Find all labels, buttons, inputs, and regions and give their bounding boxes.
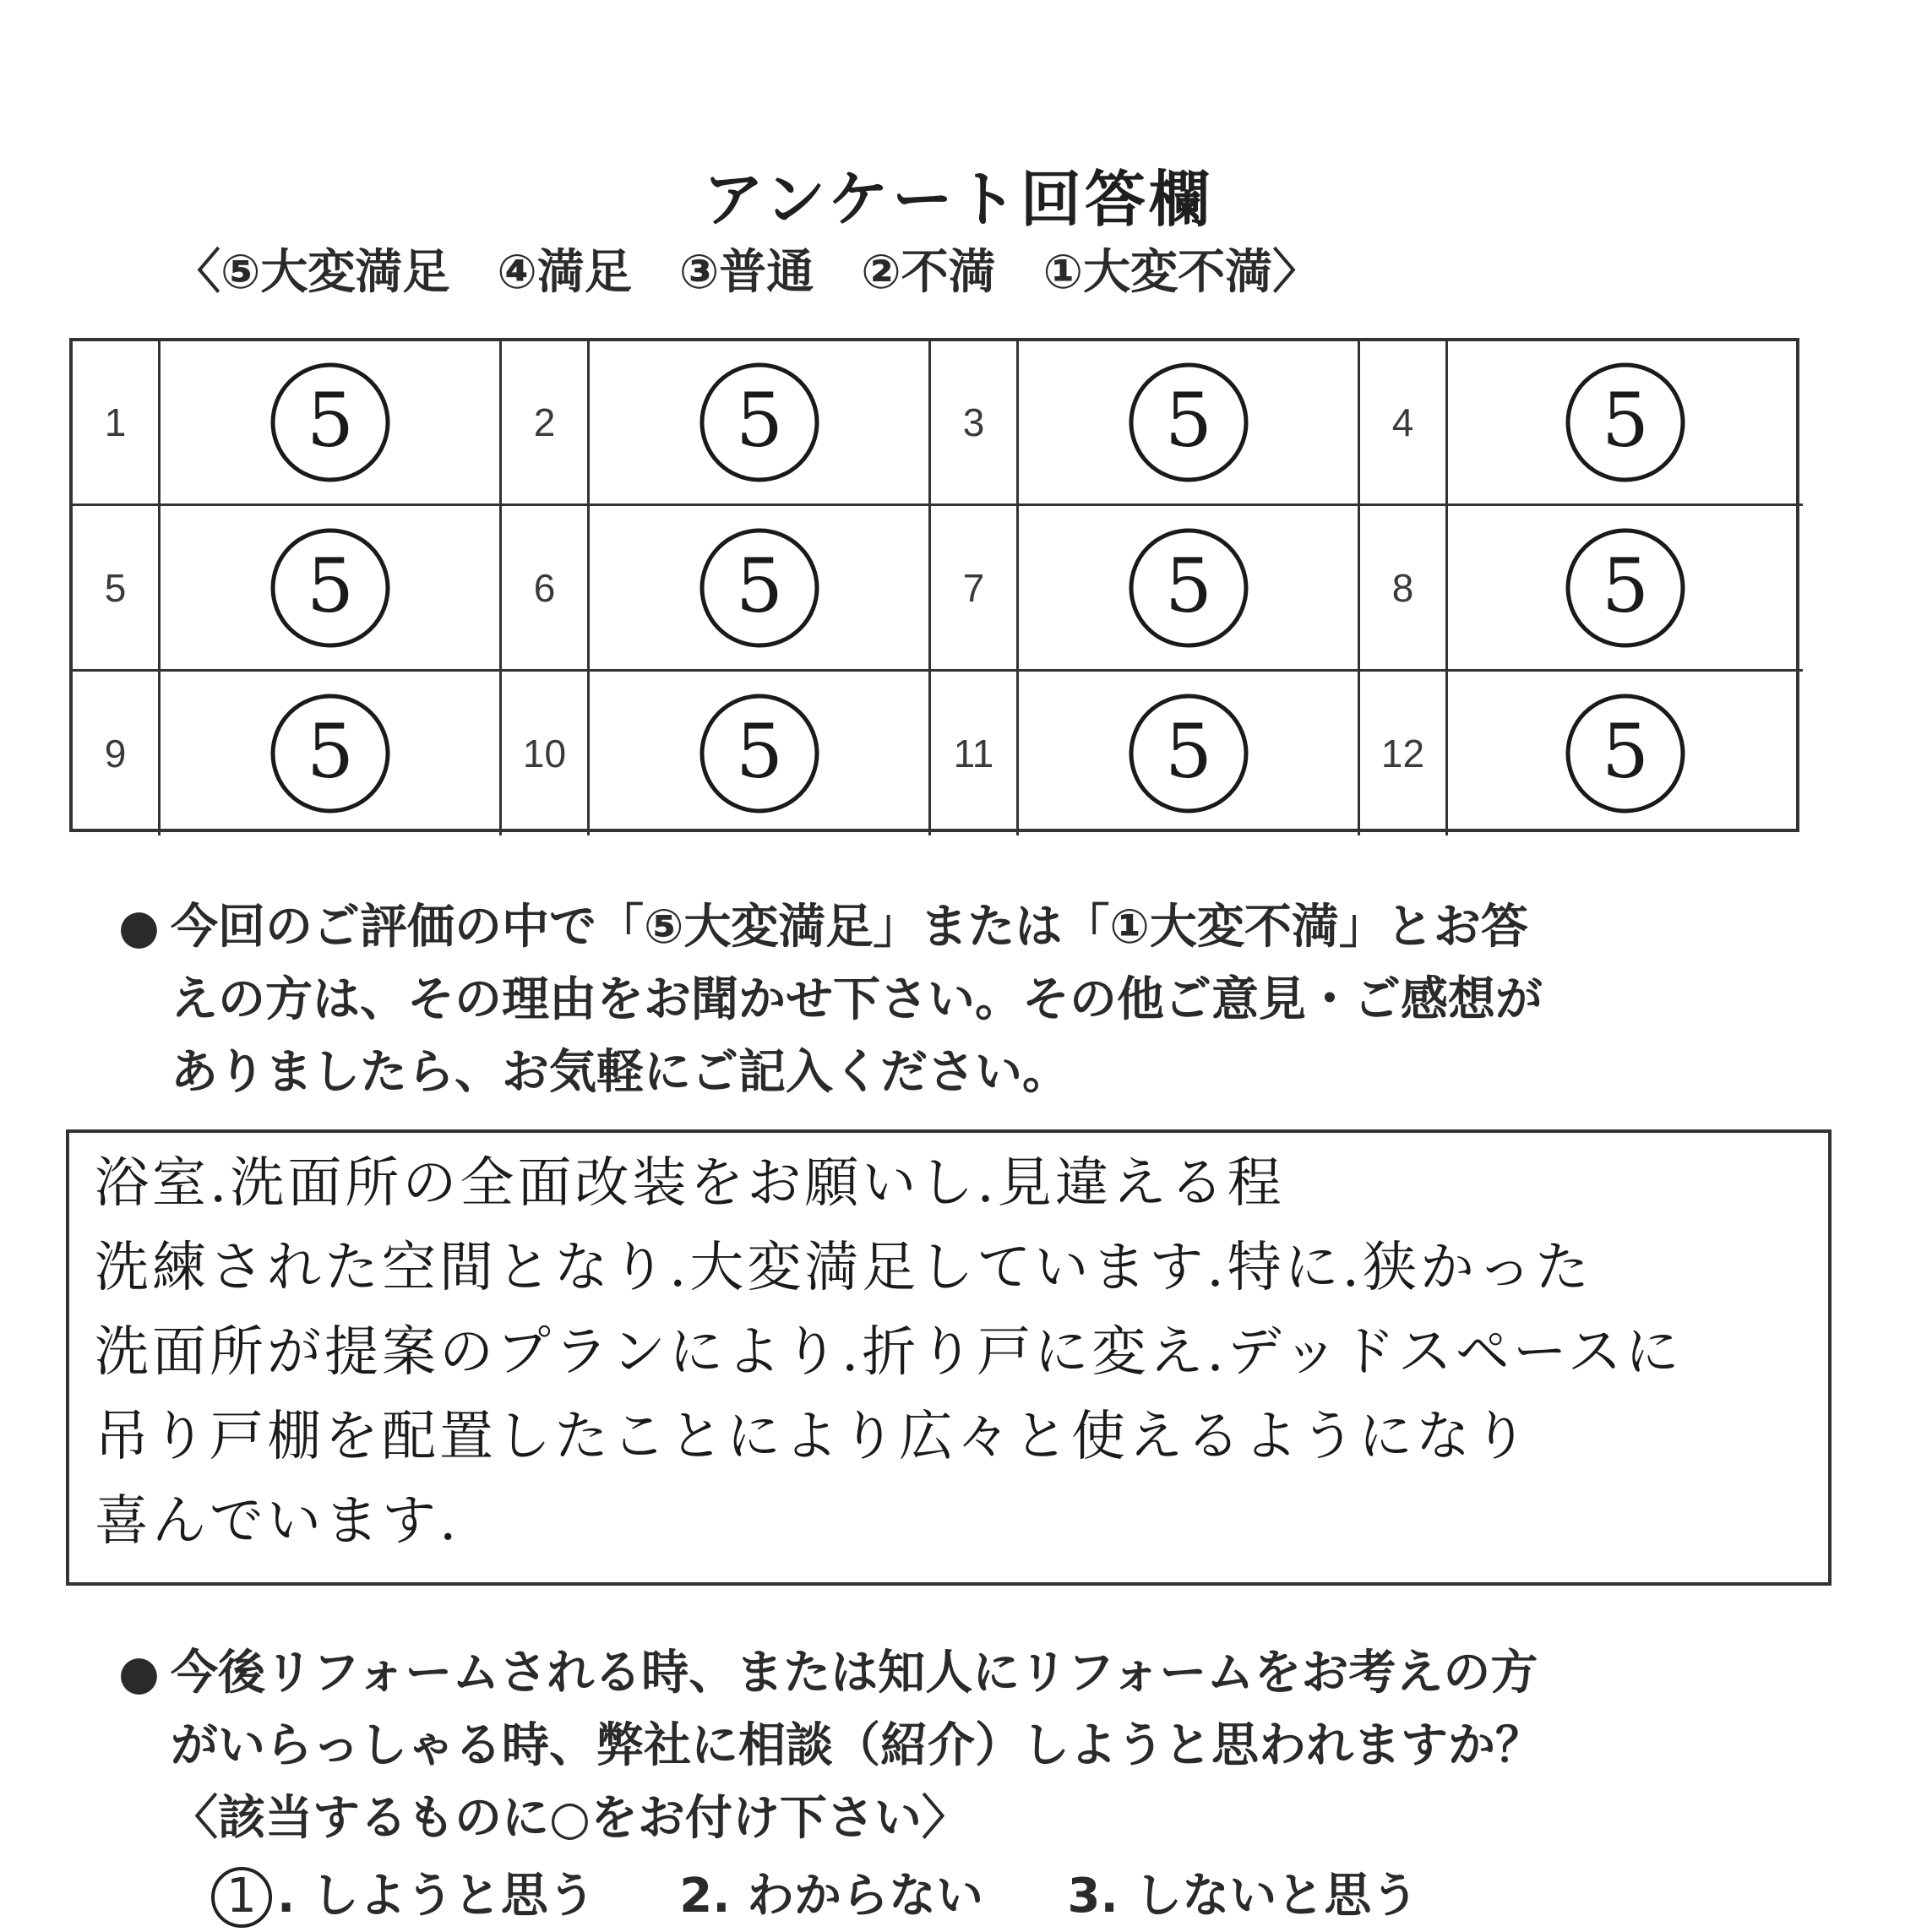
comment-line: 吊り戸棚を配置したことにより広々と使えるようになり <box>95 1406 1531 1468</box>
question-number: 1 <box>73 341 161 506</box>
comment-line: 浴室.洗面所の全面改装をお願いし.見違える程 <box>95 1152 1285 1215</box>
question-number: 12 <box>1360 672 1448 835</box>
rating-answer-cell[interactable] <box>1448 341 1803 506</box>
question-2-line-1: ● 今後リフォームされる時、または知人にリフォームをお考えの方 <box>118 1637 1808 1710</box>
comment-line: 洗練された空間となり.大変満足しています.特に.狭かった <box>95 1237 1593 1299</box>
answer-value: 5 <box>735 377 783 464</box>
option-3[interactable]: 3. しないと思う <box>1067 1869 1419 1924</box>
question-2 <box>118 1637 1808 1855</box>
option-1[interactable]: 1 . しようと思う <box>211 1859 596 1928</box>
answer-value: 5 <box>306 542 354 629</box>
comment-line: 洗面所が提案のプランにより.折り戸に変え.デッドスペースに <box>95 1321 1683 1384</box>
answer-value: 5 <box>1602 708 1649 795</box>
answer-value: 5 <box>735 708 783 795</box>
question-number: 9 <box>73 672 161 835</box>
handwritten-circled-answer <box>1558 355 1693 490</box>
handwritten-circled-answer <box>1558 520 1693 656</box>
question-number: 7 <box>931 506 1019 672</box>
bullet: ● <box>118 1646 160 1701</box>
question-1-line-1: ● 今回のご評価の中で「⑤大変満足」または「①大変不満」とお答 <box>118 891 1808 964</box>
rating-answer-cell[interactable] <box>1019 341 1360 506</box>
question-1-line-2: えの方は、その理由をお聞かせ下さい。その他ご意見・ご感想が <box>171 972 1543 1027</box>
rating-answer-cell[interactable] <box>161 341 502 506</box>
comment-box <box>66 1129 1832 1586</box>
question-2-line-3: 〈該当するものに○をお付け下さい〉 <box>171 1791 969 1846</box>
bullet: ● <box>118 900 160 955</box>
rating-scale-legend: 〈⑤大変満足 ④満足 ③普通 ②不満 ①大変不満〉 <box>173 245 1320 300</box>
handwritten-circled-answer <box>263 355 398 490</box>
rating-answer-cell[interactable] <box>590 672 931 835</box>
rating-answer-cell[interactable] <box>1019 506 1360 672</box>
question-1-line-3: ありましたら、お気軽にご記入ください。 <box>171 1045 1070 1100</box>
answer-value: 5 <box>1602 377 1649 464</box>
handwritten-circled-answer <box>1121 520 1256 656</box>
handwritten-circled-answer <box>692 355 827 490</box>
rating-answer-cell[interactable] <box>590 341 931 506</box>
rating-answer-cell[interactable] <box>1019 672 1360 835</box>
question-number: 11 <box>931 672 1019 835</box>
handwritten-circled-answer <box>1121 355 1256 490</box>
comment-line: 喜んでいます. <box>95 1490 460 1553</box>
answer-value: 5 <box>735 542 783 629</box>
handwritten-circled-answer <box>263 520 398 656</box>
question-2-line-2: がいらっしゃる時、弊社に相談（紹介）しようと思われますか？ <box>171 1718 1543 1773</box>
question-number: 5 <box>73 506 161 672</box>
rating-answer-cell[interactable] <box>1448 506 1803 672</box>
rating-answer-cell[interactable] <box>590 506 931 672</box>
question-number: 6 <box>502 506 590 672</box>
question-number: 8 <box>1360 506 1448 672</box>
handwritten-circled-answer <box>263 686 398 821</box>
answer-value: 5 <box>1602 542 1649 629</box>
option-2[interactable]: 2. わからない <box>679 1869 984 1924</box>
handwritten-circled-answer <box>692 520 827 656</box>
rating-answer-cell[interactable] <box>1448 672 1803 835</box>
survey-title: アンケート回答欄 <box>703 164 1213 235</box>
question-1 <box>118 891 1808 1109</box>
question-number: 10 <box>502 672 590 835</box>
question-number: 4 <box>1360 341 1448 506</box>
rating-answer-cell[interactable] <box>161 506 502 672</box>
answer-value: 5 <box>1164 377 1212 464</box>
answer-value: 5 <box>1164 708 1212 795</box>
handwritten-circled-answer <box>1558 686 1693 821</box>
question-number: 2 <box>502 341 590 506</box>
answer-value: 5 <box>306 708 354 795</box>
rating-answer-cell[interactable] <box>161 672 502 835</box>
selected-circle-mark: 1 <box>211 1867 272 1928</box>
rating-grid <box>69 338 1799 832</box>
answer-value: 5 <box>306 377 354 464</box>
answer-value: 5 <box>1164 542 1212 629</box>
handwritten-circled-answer <box>1121 686 1256 821</box>
answer-options <box>211 1859 1486 1928</box>
question-number: 3 <box>931 341 1019 506</box>
handwritten-circled-answer <box>692 686 827 821</box>
